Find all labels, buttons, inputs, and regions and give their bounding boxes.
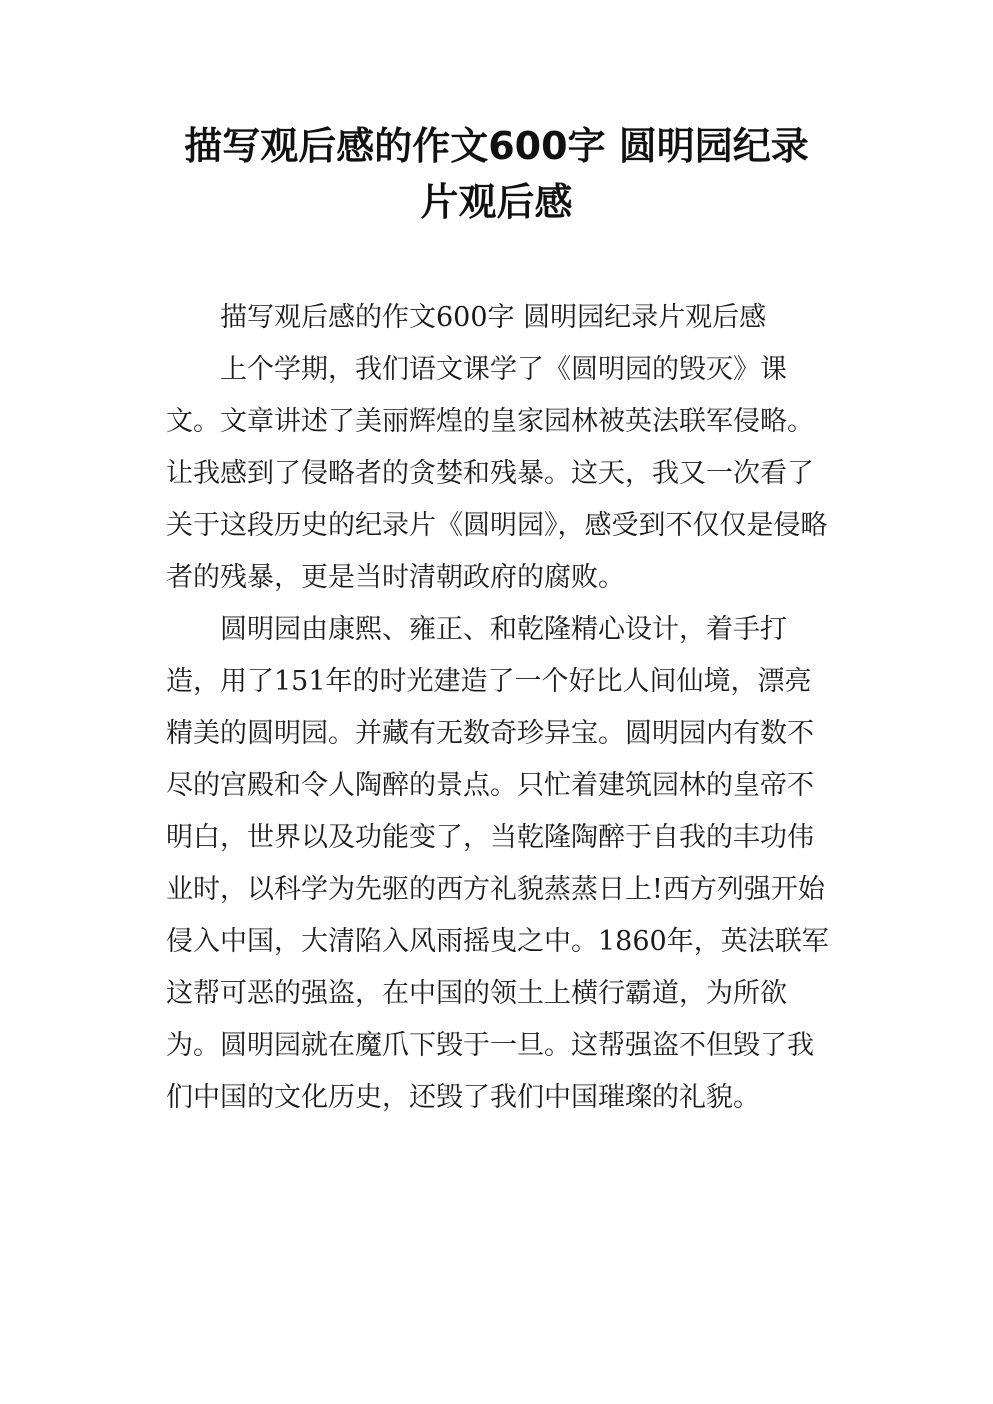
document-body: [166, 292, 838, 1124]
paragraph-subtitle: 描写观后感的作文600字 圆明园纪录片观后感: [220, 302, 767, 333]
paragraph-history: 圆明园由康熙、雍正、和乾隆精心设计，着手打造，用了151年的时光建造了一个好比人间仙境，漂亮精美的圆明园。并藏有无数奇珍异宝。圆明园内有数不尽的宫殿和令人陶醉的景点。只忙着建筑园林的皇帝不明白，世界以及功能变了，当乾隆陶醉于自我的丰功伟业时，以科学为先驱的西方礼貌蒸蒸日上!西方列强开始侵入中国，大清陷入风雨摇曳之中。1860年，英法联军这帮可恶的强盗，在中国的领土上横行霸道，为所欲为。圆明园就在魔爪下毁于一旦。这帮强盗不但毁了我们中国的文化历史，还毁了我们中国璀璨的礼貌。: [166, 614, 829, 1113]
title-line-1: 描写观后感的作文600字 圆明园纪录: [184, 124, 809, 168]
paragraph-intro: 上个学期，我们语文课学了《圆明园的毁灭》课文。文章讲述了美丽辉煌的皇家园林被英法联军侵略。让我感到了侵略者的贪婪和残暴。这天，我又一次看了关于这段历史的纪录片《圆明园》，感受到不仅仅是侵略者的残暴，更是当时清朝政府的腐败。: [166, 354, 828, 593]
document-title: [120, 118, 873, 230]
title-line-2: 片观后感: [420, 180, 573, 224]
